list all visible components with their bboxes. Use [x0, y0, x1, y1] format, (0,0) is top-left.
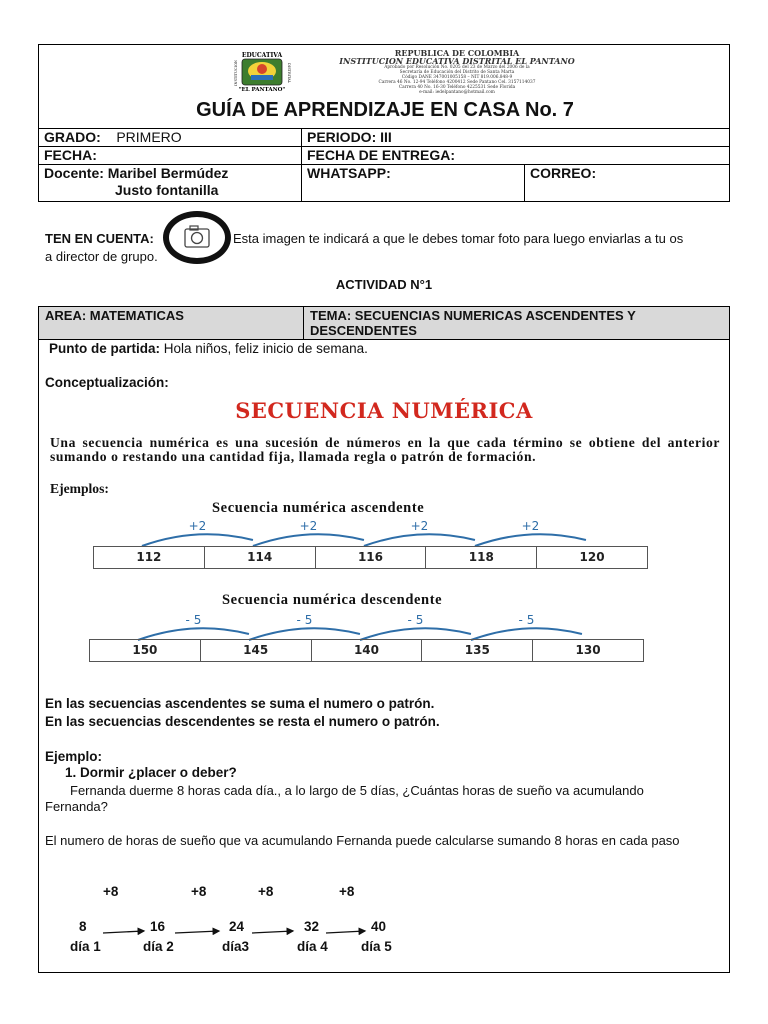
fine-print-line: e-mail: iedelpantano@hotmail.com: [419, 90, 495, 95]
fine-print-line: Carrera 46 No. 12-94 Teléfono 4200412 Sede Pantano Cel. 3157114037: [378, 80, 536, 85]
camera-icon: [163, 211, 231, 264]
guide-title: GUÍA DE APRENDIZAJE EN CASA No. 7: [196, 99, 574, 121]
whatsapp-cell: WHATSAPP:: [302, 165, 525, 202]
descending-step-label: - 5: [296, 614, 313, 627]
correo-cell: CORREO:: [525, 165, 730, 202]
fine-print-line: Secretaría de Educación del Distrito de Santa Marta: [399, 70, 515, 75]
svg-text:"EL PANTANO": "EL PANTANO": [238, 87, 286, 93]
docente-name-1: Docente: Maribel Bermúdez: [44, 165, 229, 181]
ascending-term: 118: [426, 547, 537, 568]
tema-line-2: DESCENDENTES: [310, 323, 417, 338]
descending-term: 145: [201, 640, 312, 661]
note-text-continued: a director de grupo.: [45, 249, 158, 264]
descending-rule: En las secuencias descendentes se resta el numero o patrón.: [45, 714, 440, 729]
grado-value: PRIMERO: [116, 129, 182, 145]
docente-name-2: Justo fontanilla: [115, 182, 219, 198]
note-label: TEN EN CUENTA:: [45, 231, 154, 246]
header-box: [38, 44, 730, 128]
tema-cell: [304, 307, 730, 340]
accumulated-value: 8: [79, 919, 87, 934]
svg-text:DISTRITAL: DISTRITAL: [287, 63, 291, 83]
day-label: día 4: [297, 939, 328, 954]
ascending-term: 120: [579, 550, 605, 564]
descending-term: 150: [90, 640, 201, 661]
ascending-step-label: +2: [521, 520, 540, 533]
arrow: [175, 931, 219, 933]
examples-label: Ejemplos:: [50, 481, 109, 496]
arrow: [252, 931, 293, 933]
sequence-definition: Una secuencia numérica es una sucesión de números en la que cada término se obtiene del anterior sumando o restando una cantidad fija, llamada regla o patrón de formación.: [50, 435, 720, 464]
svg-text:INSTITUCION: INSTITUCION: [234, 60, 238, 86]
example-text-continued: Fernanda?: [45, 799, 108, 814]
ascending-step-arc: [142, 534, 253, 546]
step-increment: +8: [339, 884, 355, 899]
descending-step-label: - 5: [518, 614, 535, 627]
svg-text:EDUCATIVA: EDUCATIVA: [241, 52, 283, 59]
progress-arrows: [95, 920, 385, 940]
ascending-step-arc: [475, 534, 586, 546]
starting-point-text: Hola niños, feliz inicio de semana.: [160, 341, 368, 356]
day-label: día3: [222, 939, 250, 954]
step-increment: +8: [258, 884, 274, 899]
accumulated-value: 24: [229, 919, 245, 934]
activity-title: ACTIVIDAD N°1: [335, 277, 433, 292]
day-label: día 1: [70, 939, 101, 954]
ascending-term: 114: [205, 547, 316, 568]
example-text: Fernanda duerme 8 horas cada día., a lo largo de 5 días, ¿Cuántas horas de sueño va acumulando: [70, 783, 644, 798]
fine-print-line: Carrera 40 No. 16-30 Teléfono 4225531 Sede Florida: [398, 85, 516, 90]
example-label: Ejemplo:: [45, 749, 103, 764]
descending-step-label: - 5: [407, 614, 424, 627]
fecha-entrega-cell: FECHA DE ENTREGA:: [302, 147, 730, 165]
ascending-sequence: [93, 546, 648, 569]
arrow: [326, 931, 365, 933]
ascending-step-arc: [364, 534, 475, 546]
periodo-cell: PERIODO: III: [302, 129, 730, 147]
descending-term: 135: [422, 640, 533, 661]
institution-name: INSTITUCION EDUCATIVA DISTRITAL EL PANTANO: [339, 56, 575, 66]
accumulated-value: 40: [371, 919, 387, 934]
explanation-text: El numero de horas de sueño que va acumulando Fernanda puede calcularse sumando 8 horas en cada paso: [45, 833, 680, 848]
tema-line-1: TEMA: SECUENCIAS NUMERICAS ASCENDENTES Y: [310, 308, 636, 323]
descending-step-label: - 5: [185, 614, 202, 627]
ascending-step-label: +2: [299, 520, 318, 533]
ascending-step-label: +2: [188, 520, 207, 533]
ascending-step-label: +2: [410, 520, 429, 533]
fine-print-line: Aprobado por Resolución No. 0205 del 23 de Marzo del 2006 de la: [384, 65, 530, 70]
arrow: [103, 931, 144, 933]
conceptualization-label: Conceptualización:: [45, 375, 169, 390]
day-label: día 5: [361, 939, 392, 954]
country-name: REPUBLICA DE COLOMBIA: [394, 48, 520, 58]
grado-cell: [39, 129, 302, 147]
day-label: día 2: [143, 939, 174, 954]
ascending-caption: Secuencia numérica ascendente: [212, 500, 425, 516]
fine-print-line: Código DANE 347001005158 – NIT 819.006.848-9: [401, 75, 513, 80]
starting-point: [49, 341, 368, 356]
descending-caption: Secuencia numérica descendente: [222, 592, 443, 608]
area-cell: AREA: MATEMATICAS: [39, 307, 304, 340]
descending-term: 130: [575, 643, 601, 657]
note-text: Esta imagen te indicará a que le debes tomar foto para luego enviarlas a tu os: [233, 231, 684, 246]
ascending-step-arc: [253, 534, 364, 546]
accumulated-value: 16: [150, 919, 166, 934]
info-table: [38, 128, 730, 202]
accumulated-value: 32: [304, 919, 320, 934]
descending-sequence: [89, 639, 644, 662]
docente-cell: [39, 165, 302, 202]
step-increment: +8: [103, 884, 119, 899]
ascending-term: 116: [316, 547, 427, 568]
area-table: [38, 306, 730, 340]
ascending-term: 112: [94, 547, 205, 568]
sequence-title: SECUENCIA NUMÉRICA: [235, 398, 533, 423]
ascending-rule: En las secuencias ascendentes se suma el numero o patrón.: [45, 696, 435, 711]
starting-point-label: Punto de partida:: [49, 341, 160, 356]
grado-label: GRADO:: [44, 129, 101, 145]
descending-term: 140: [312, 640, 423, 661]
step-increment: +8: [191, 884, 207, 899]
example-item: 1. Dormir ¿placer o deber?: [65, 765, 237, 780]
fecha-cell: FECHA:: [39, 147, 302, 165]
